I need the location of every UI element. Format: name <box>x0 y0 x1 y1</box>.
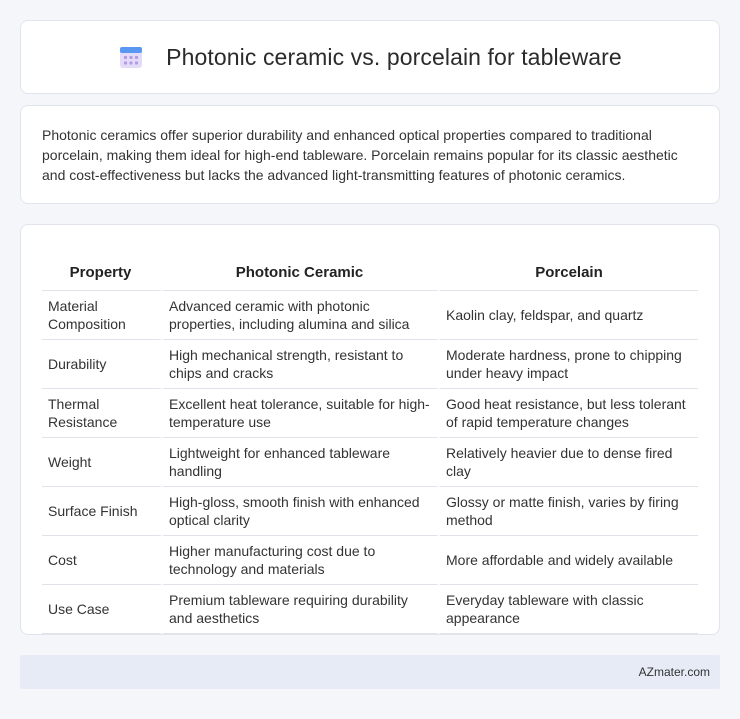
cell-property: Surface Finish <box>42 487 163 536</box>
cell-photonic: Higher manufacturing cost due to technology and materials <box>163 536 440 585</box>
header-property: Property <box>42 247 163 291</box>
cell-porcelain: More affordable and widely available <box>440 536 698 585</box>
page-title: Photonic ceramic vs. porcelain for tableware <box>166 43 622 70</box>
cell-porcelain: Kaolin clay, feldspar, and quartz <box>440 291 698 340</box>
table-row <box>42 389 698 438</box>
cell-photonic: High mechanical strength, resistant to chips and cracks <box>163 340 440 389</box>
table-row <box>42 340 698 389</box>
cell-photonic: High-gloss, smooth finish with enhanced optical clarity <box>163 487 440 536</box>
cell-porcelain: Relatively heavier due to dense fired clay <box>440 438 698 487</box>
table-row <box>42 487 698 536</box>
cell-property: Material Composition <box>42 291 163 340</box>
cell-property: Durability <box>42 340 163 389</box>
title-card <box>20 20 720 94</box>
header-photonic-ceramic: Photonic Ceramic <box>163 247 440 291</box>
footer-bar <box>20 655 720 689</box>
header-porcelain: Porcelain <box>440 247 698 291</box>
cell-property: Weight <box>42 438 163 487</box>
cell-porcelain: Moderate hardness, prone to chipping under heavy impact <box>440 340 698 389</box>
table-row <box>42 536 698 585</box>
comparison-table <box>42 247 698 634</box>
table-row <box>42 438 698 487</box>
summary-card <box>20 105 720 204</box>
cell-photonic: Advanced ceramic with photonic properties, including alumina and silica <box>163 291 440 340</box>
table-row <box>42 291 698 340</box>
cell-property: Cost <box>42 536 163 585</box>
cell-porcelain: Everyday tableware with classic appearance <box>440 585 698 634</box>
cell-property: Thermal Resistance <box>42 389 163 438</box>
table-row <box>42 585 698 634</box>
cell-porcelain: Good heat resistance, but less tolerant of rapid temperature changes <box>440 389 698 438</box>
cell-photonic: Excellent heat tolerance, suitable for high-temperature use <box>163 389 440 438</box>
calendar-icon <box>118 44 144 70</box>
cell-photonic: Premium tableware requiring durability and aesthetics <box>163 585 440 634</box>
cell-photonic: Lightweight for enhanced tableware handling <box>163 438 440 487</box>
table-header-row <box>42 247 698 291</box>
summary-text: Photonic ceramics offer superior durability and enhanced optical properties compared to traditional porcelain, making them ideal for high-end tableware. Porcelain remains popular for its classic aesthetic and cost-effectiveness but lacks the advanced light-transmitting features of photonic ceramics. <box>42 127 678 183</box>
cell-porcelain: Glossy or matte finish, varies by firing method <box>440 487 698 536</box>
cell-property: Use Case <box>42 585 163 634</box>
footer-brand: AZmater.com <box>638 665 710 679</box>
comparison-table-card <box>20 224 720 635</box>
